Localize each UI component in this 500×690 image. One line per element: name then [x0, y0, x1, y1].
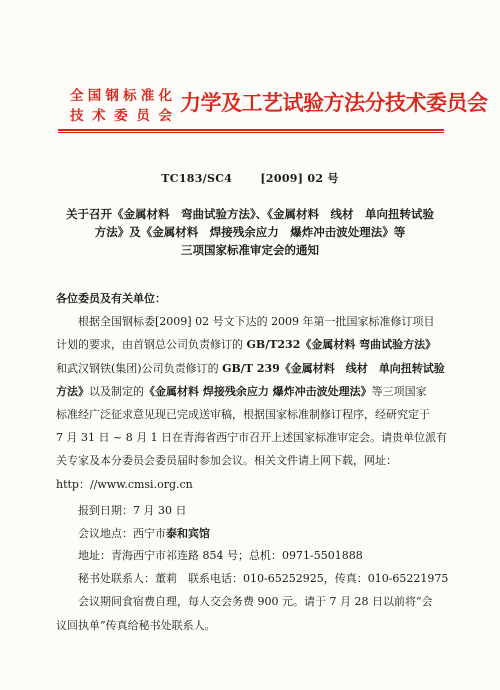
venue [56, 523, 444, 546]
standard-name-explosion: 《金属材料 焊接残余应力 爆炸冲击波处理法》 [144, 384, 372, 398]
body-line-3 [56, 357, 444, 380]
body-text: 等三项国家 [371, 384, 427, 398]
standard-name-gbt232: GB/T232《金属材料 弯曲试验方法》 [246, 338, 437, 352]
website-url: http：//www.cmsi.org.cn [56, 477, 193, 491]
letterhead-rule-thick [58, 129, 444, 131]
org-line-1: 全国钢标准化 [70, 88, 172, 104]
venue-label: 会议地点：西宁市 [78, 526, 166, 540]
letterhead-rule-thin [58, 132, 444, 133]
org-line-2: 技术委员会 [70, 108, 172, 124]
doc-code: TC183/SC4 [161, 172, 233, 185]
body-line-5: 标准经广泛征求意见现已完成送审稿，根据国家标准制修订程序，经研究定于 [56, 408, 430, 422]
body-line-7: 关专家及本分委员会委员届时参加会议。相关文件请上网下载，网址： [56, 454, 397, 468]
notice-body [56, 287, 449, 637]
body-text: 计划的要求，由首钢总公司负责修订的 [56, 338, 247, 352]
body-line-6: 7 月 31 日 ~ 8 月 1 日在青海省西宁市召开上述国家标准审定会。请贵单位派有 [56, 431, 448, 445]
body-line-4 [56, 380, 444, 403]
doc-number: [2009] 02 号 [260, 172, 339, 185]
notice-title [40, 205, 460, 259]
body-line-2 [56, 333, 444, 356]
title-line-1: 关于召开《金属材料 弯曲试验方法》、《金属材料 线材 单向扭转试验 [66, 207, 434, 221]
body-text: 以及制定的 [89, 384, 144, 398]
salutation: 各位委员及有关单位： [56, 292, 166, 305]
meeting-details [56, 500, 449, 637]
standard-name-gbt239: GB/T 239《金属材料 线材 单向扭转试验 [222, 361, 445, 375]
title-line-2: 方法》及《金属材料 焊接残余应力 爆炸冲击波处理法》等 [94, 225, 406, 239]
address: 地址：青海西宁市祁连路 854 号；总机：0971-5501888 [78, 549, 363, 563]
body-text: 和武汉钢铁(集团)公司负责修订的 [56, 361, 223, 375]
venue-name: 泰和宾馆 [166, 526, 210, 540]
body-line-1: 根据全国钢标委[2009] 02 号文下达的 2009 年第一批国家标准修订项目 [78, 315, 435, 329]
fee-line-2: 议回执单”传真给秘书处联系人。 [56, 618, 216, 632]
secretariat-contact: 秘书处联系人：董莉 联系电话：010-65252925，传真：010-65221975 [78, 572, 449, 586]
letterhead-committee: 力学及工艺试验方法分技术委员会 [180, 91, 488, 115]
report-date: 报到日期：7 月 30 日 [78, 503, 187, 517]
letterhead-organization [70, 86, 172, 126]
title-line-3: 三项国家标准审定会的通知 [181, 243, 319, 257]
document-number [0, 170, 500, 186]
standard-name-gbt239-end: 方法》 [56, 384, 89, 398]
fee-line-1: 会议期间食宿费自理，每人交会务费 900 元。请于 7 月 28 日以前将“会 [78, 595, 433, 609]
